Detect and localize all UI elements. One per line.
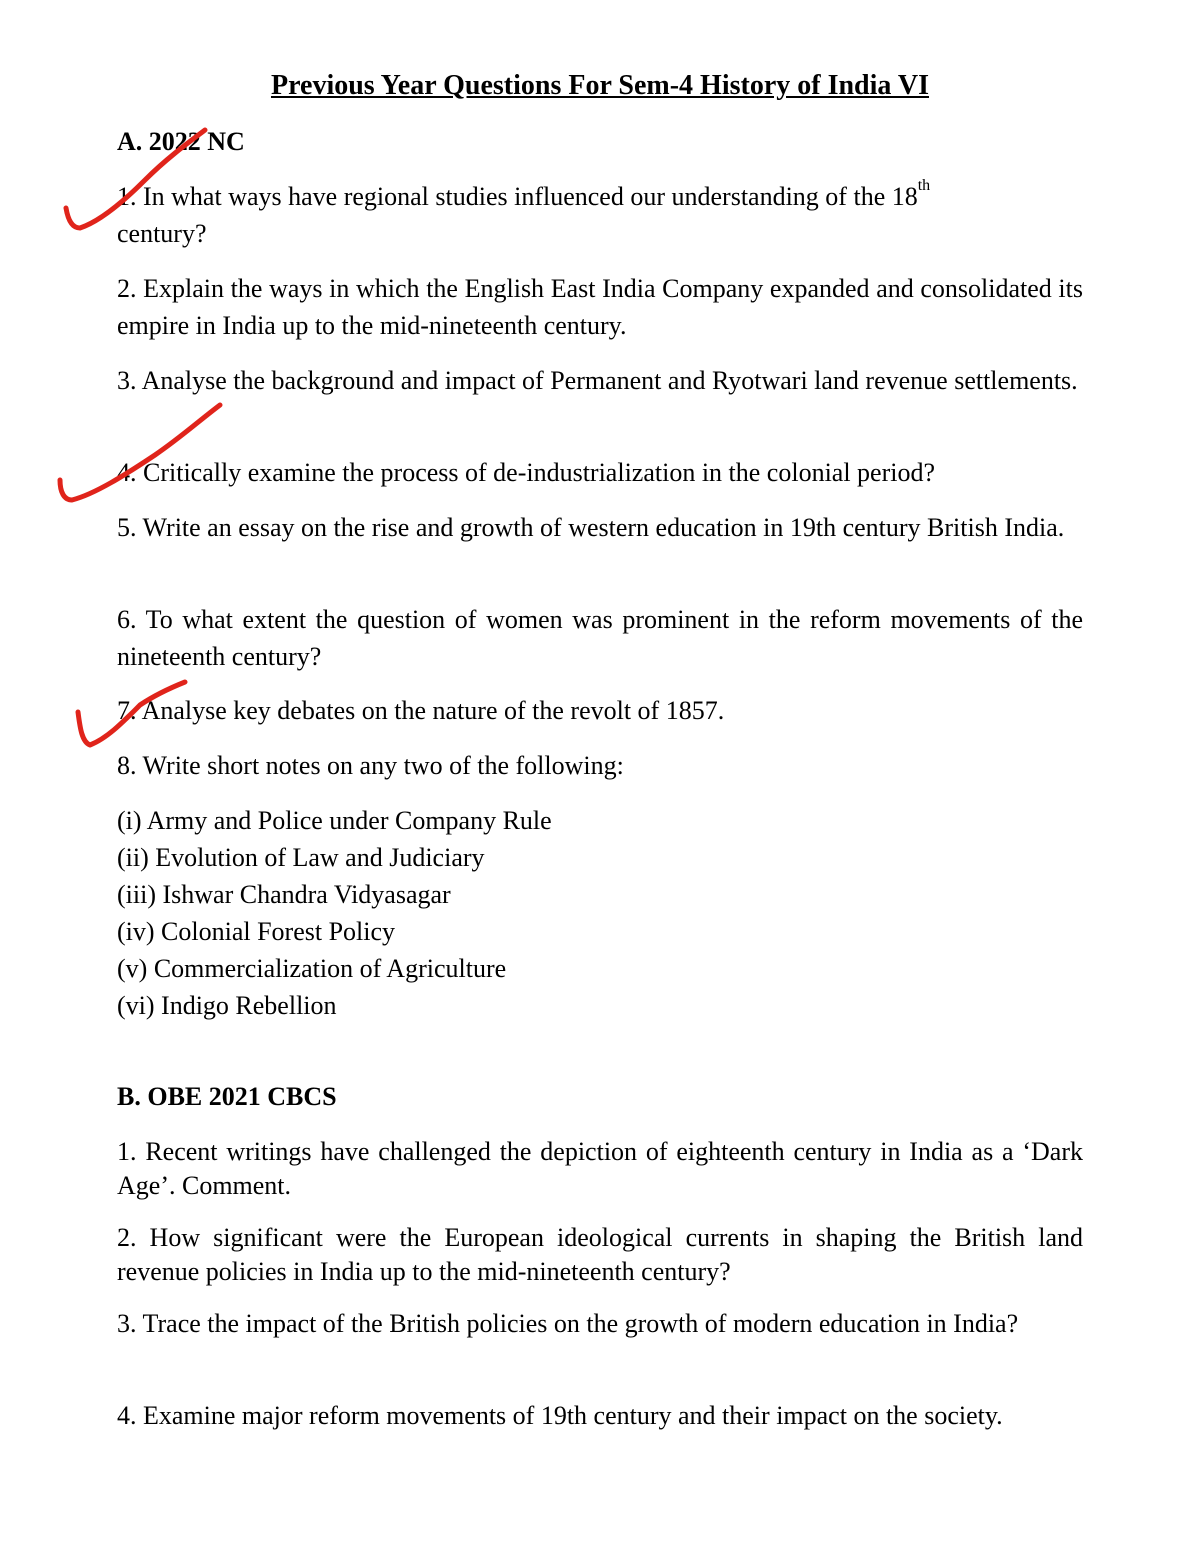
- question-a1-sup: th: [917, 177, 931, 194]
- question-a2: 2. Explain the ways in which the English East India Company expanded and consolidated its empire in India up to the mid-nineteenth century.: [117, 274, 1083, 340]
- short-note-item: (v) Commercialization of Agriculture: [117, 954, 507, 983]
- short-notes-list: [117, 802, 552, 1024]
- question-b1: 1. Recent writings have challenged the depiction of eighteenth century in India as a ‘Dark Age’. Comment.: [117, 1137, 1083, 1200]
- question-a4: 4. Critically examine the process of de-industrialization in the colonial period?: [117, 458, 936, 487]
- question-a5: 5. Write an essay on the rise and growth of western education in 19th century British India.: [117, 513, 1065, 542]
- question-b3: 3. Trace the impact of the British policies on the growth of modern education in India?: [117, 1309, 1019, 1338]
- question-a7: 7. Analyse key debates on the nature of the revolt of 1857.: [117, 696, 725, 725]
- question-a1: [117, 178, 1083, 252]
- short-note-item: (iv) Colonial Forest Policy: [117, 917, 396, 946]
- short-note-item: (vi) Indigo Rebellion: [117, 991, 337, 1020]
- question-a3: 3. Analyse the background and impact of Permanent and Ryotwari land revenue settlements.: [117, 366, 1078, 395]
- short-note-item: (ii) Evolution of Law and Judiciary: [117, 843, 485, 872]
- short-note-item: (i) Army and Police under Company Rule: [117, 806, 552, 835]
- section-a-heading: A. 2022 NC: [117, 127, 245, 156]
- short-note-item: (iii) Ishwar Chandra Vidyasagar: [117, 880, 451, 909]
- question-b2: 2. How significant were the European ideological currents in shaping the British land revenue policies in India up to the mid-nineteenth century?: [117, 1223, 1083, 1286]
- question-a6: 6. To what extent the question of women was prominent in the reform movements of the nineteenth century?: [117, 605, 1083, 671]
- question-a8: 8. Write short notes on any two of the following:: [117, 751, 624, 780]
- question-a1-tail: century?: [117, 219, 207, 248]
- question-a1-text: 1. In what ways have regional studies influenced our understanding of the 18: [117, 182, 918, 211]
- section-b-heading: B. OBE 2021 CBCS: [117, 1082, 337, 1111]
- page-title: Previous Year Questions For Sem-4 History of India VI: [270, 70, 929, 101]
- question-b4: 4. Examine major reform movements of 19th century and their impact on the society.: [117, 1401, 1003, 1430]
